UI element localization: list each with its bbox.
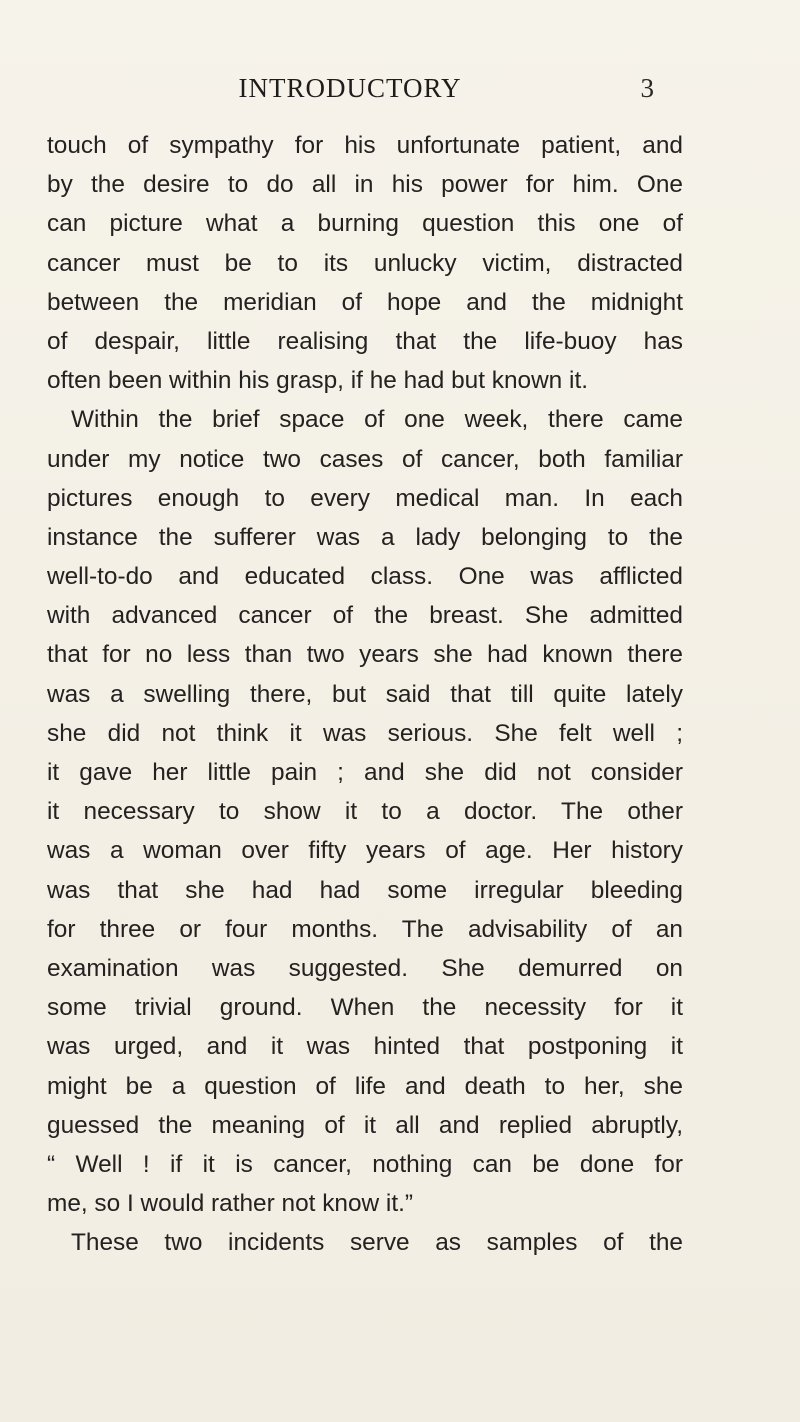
text-line: often been within his grasp, if he had but known it.: [47, 367, 589, 395]
text-line: instance the sufferer was a lady belonging to the: [47, 523, 683, 551]
text-line: was urged, and it was hinted that postponing it: [47, 1033, 683, 1061]
text-line: was a woman over fifty years of age. Her history: [47, 837, 683, 865]
text-line: that for no less than two years she had known there: [47, 641, 683, 669]
text-line: by the desire to do all in his power for him. One: [47, 171, 683, 199]
body-text: [47, 126, 683, 1262]
text-line: me, so I would rather not know it.”: [47, 1190, 414, 1218]
text-line: was that she had had some irregular bleeding: [47, 876, 683, 904]
text-line: with advanced cancer of the breast. She admitted: [47, 602, 683, 630]
text-line: for three or four months. The advisability of an: [47, 915, 683, 943]
text-line: cancer must be to its unlucky victim, distracted: [47, 249, 683, 277]
running-title: INTRODUCTORY: [238, 73, 462, 103]
text-line: touch of sympathy for his unfortunate patient, and: [47, 132, 683, 159]
text-line: under my notice two cases of cancer, both familiar: [47, 445, 683, 473]
text-line: it gave her little pain ; and she did not consider: [47, 759, 683, 786]
text-line: can picture what a burning question this one of: [47, 210, 683, 238]
text-line: between the meridian of hope and the midnight: [47, 288, 683, 316]
page-number: 3: [640, 73, 654, 103]
text-line: some trivial ground. When the necessity for it: [47, 994, 683, 1022]
running-head: [48, 68, 652, 108]
text-line: pictures enough to every medical man. In each: [47, 484, 683, 512]
text-line: it necessary to show it to a doctor. The other: [47, 798, 683, 826]
paragraph-start-line: Within the brief space of one week, there came: [71, 406, 683, 434]
paragraph-start-line: These two incidents serve as samples of the: [71, 1229, 683, 1257]
text-line: might be a question of life and death to her, she: [47, 1072, 683, 1100]
text-line: well-to-do and educated class. One was afflicted: [47, 563, 683, 591]
text-line: guessed the meaning of it all and replied abruptly,: [47, 1111, 683, 1139]
text-line: examination was suggested. She demurred on: [47, 954, 683, 982]
text-line: of despair, little realising that the life-buoy has: [47, 327, 683, 355]
text-line: was a swelling there, but said that till quite lately: [47, 680, 683, 708]
text-line: she did not think it was serious. She felt well ;: [47, 719, 683, 747]
text-line: “ Well ! if it is cancer, nothing can be done for: [47, 1150, 683, 1178]
